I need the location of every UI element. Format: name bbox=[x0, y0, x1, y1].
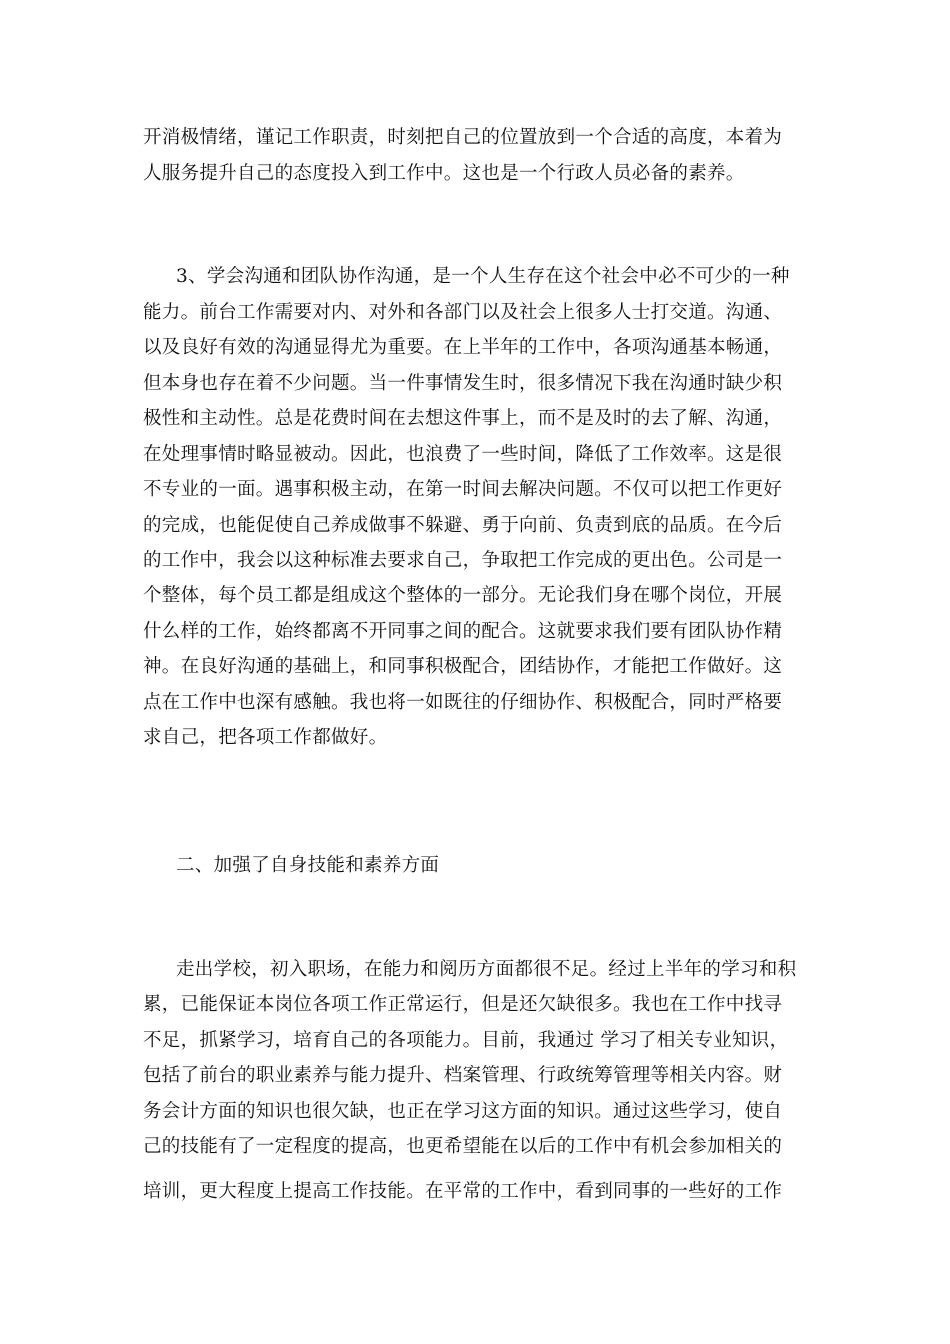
paragraph-line: 累，已能保证本岗位各项工作正常运行，但是还欠缺很多。我也在工作中找寻 bbox=[143, 994, 783, 1015]
paragraph-line: 走出学校，初入职场，在能力和阅历方面都很不足。经过上半年的学习和积 bbox=[176, 959, 797, 980]
paragraph-line: 能力。前台工作需要对内、对外和各部门以及社会上很多人士打交道。沟通、 bbox=[143, 302, 783, 323]
paragraph-line: 不专业的一面。遇事积极主动，在第一时间去解决问题。不仅可以把工作更好 bbox=[143, 479, 783, 500]
paragraph-line: 不足，抓紧学习，培育自己的各项能力。目前，我通过 学习了相关专业知识， bbox=[143, 1030, 789, 1051]
paragraph-line: 在处理事情时略显被动。因此，也浪费了一些时间，降低了工作效率。这是很 bbox=[143, 444, 783, 465]
paragraph-line: 以及良好有效的沟通显得尤为重要。在上半年的工作中，各项沟通基本畅通， bbox=[143, 337, 783, 358]
paragraph-line: 但本身也存在着不少问题。当一件事情发生时，很多情况下我在沟通时缺少积 bbox=[143, 373, 783, 394]
paragraph-line: 的工作中，我会以这种标准去要求自己，争取把工作完成的更出色。公司是一 bbox=[143, 550, 783, 571]
paragraph-line: 极性和主动性。总是花费时间在去想这件事上，而不是及时的去了解、沟通， bbox=[143, 408, 783, 429]
paragraph-line: 的完成，也能促使自己养成做事不躲避、勇于向前、负责到底的品质。在今后 bbox=[143, 515, 783, 536]
paragraph-line: 包括了前台的职业素养与能力提升、档案管理、行政统筹管理等相关内容。财 bbox=[143, 1065, 783, 1086]
paragraph-line: 培训，更大程度上提高工作技能。在平常的工作中，看到同事的一些好的工作 bbox=[143, 1181, 783, 1202]
paragraph-line: 开消极情绪，谨记工作职责，时刻把自己的位置放到一个合适的高度，本着为 bbox=[143, 127, 783, 148]
section-heading: 二、加强了自身技能和素养方面 bbox=[176, 855, 440, 876]
paragraph-line: 己的技能有了一定程度的提高，也更希望能在以后的工作中有机会参加相关的 bbox=[143, 1136, 783, 1157]
paragraph-line: 求自己，把各项工作都做好。 bbox=[143, 727, 388, 748]
paragraph-line: 人服务提升自己的态度投入到工作中。这也是一个行政人员必备的素养。 bbox=[143, 163, 745, 184]
paragraph-line: 3、学会沟通和团队协作沟通，是一个人生存在这个社会中必不可少的一种 bbox=[176, 266, 790, 287]
paragraph-line: 点在工作中也深有感触。我也将一如既往的仔细协作、积极配合，同时严格要 bbox=[143, 692, 783, 713]
paragraph-line: 神。在良好沟通的基础上，和同事积极配合，团结协作，才能把工作做好。这 bbox=[143, 656, 783, 677]
paragraph-line: 个整体，每个员工都是组成这个整体的一部分。无论我们身在哪个岗位，开展 bbox=[143, 585, 783, 606]
paragraph-line: 什么样的工作，始终都离不开同事之间的配合。这就要求我们要有团队协作精 bbox=[143, 621, 783, 642]
paragraph-line: 务会计方面的知识也很欠缺，也正在学习这方面的知识。通过这些学习，使自 bbox=[143, 1101, 783, 1122]
